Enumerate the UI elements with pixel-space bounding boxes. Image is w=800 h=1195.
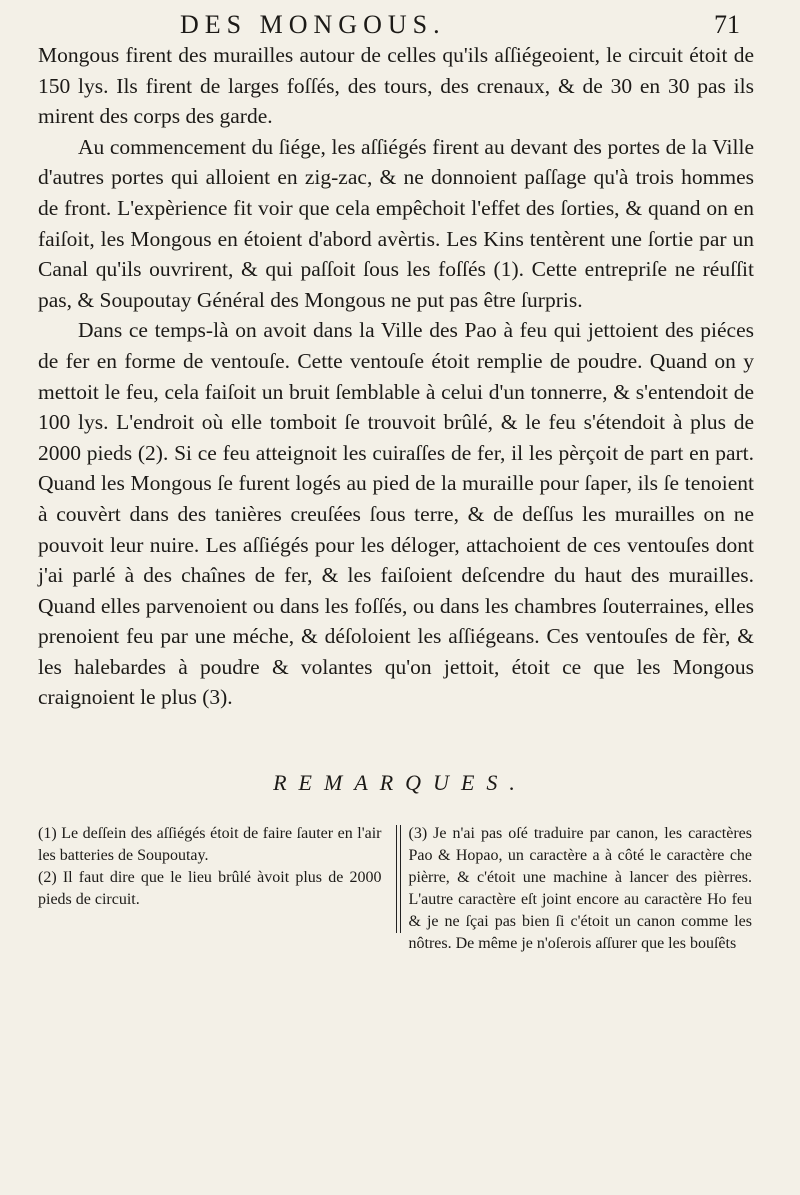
footnote-1: (1) Le deſſein des aſſiégés étoit de faire ſauter en l'air les batteries de Soupoutay. [38, 825, 382, 864]
footnote-3: (3) Je n'ai pas oſé traduire par canon, les caractères Pao & Hopao, un caractère a à côté le caractère che pièrre, & c'étoit une machine à lancer des pièrres. L'autre caractère eſt joint encore au caractère Ho feu & je ne ſçai pas bien ſi c'étoit un canon comme les nôtres. De même je n'oſerois aſſurer que les bouſêts [408, 825, 753, 952]
footnotes [38, 823, 752, 955]
footnote-2: (2) Il faut dire que le lieu brûlé àvoit plus de 2000 pieds de circuit. [38, 869, 382, 908]
running-head [180, 10, 740, 40]
paragraph-3: Dans ce temps-là on avoit dans la Ville des Pao à feu qui jettoient des piéces de fer en forme de ventouſe. Cette ventouſe étoit remplie de poudre. Quand on y mettoit le feu, cela faiſoit un bruit ſemblable à celui d'un tonnerre, & s'entendoit de 100 lys. L'endroit où elle tomboit ſe trouvoit brûlé, & le feu s'étendoit à plus de 2000 pieds (2). Si ce feu atteignoit les cuiraſſes de fer, il les pèrçoit de part en part. Quand les Mongous ſe furent logés au pied de la muraille pour ſaper, ils ſe tenoient à couvèrt dans des tanières creuſées ſous terre, & de deſſus les murailles on ne pouvoit leur nuire. Les aſſiégés pour les déloger, attachoient de ces ventouſes dont j'ai parlé à des chaînes de fer, & les faiſoient deſcendre du haut des murailles. Quand elles parvenoient ou dans les foſſés, ou dans les chambres ſouterraines, elles prenoient feu par une méche, & déſoloient les aſſiégeans. Ces ventouſes de fèr, & les halebardes à poudre & volantes qu'on jettoit, étoit ce que les Mongous craignoient le plus (3). [38, 318, 754, 710]
footnotes-left-column [38, 823, 390, 955]
remarks-heading: REMARQUES. [273, 770, 527, 795]
running-title: DES MONGOUS. [180, 10, 446, 39]
paragraph-1: Mongous firent des murailles autour de celles qu'ils aſſiégeoient, le circuit étoit de 150 lys. Ils firent de larges foſſés, des tours, des crenaux, & de 30 en 30 pas ils mirent des corps des garde. [38, 43, 754, 129]
column-divider [396, 825, 401, 933]
paragraph-2: Au commencement du ſiége, les aſſiégés firent au devant des portes de la Ville d'autres portes qui alloient en zig-zac, & ne donnoient paſſage qu'à trois hommes de front. L'expèrience fit voir que cela empêchoit l'effet des ſorties, & quand on en faiſoit, les Mongous en étoient d'abord avèrtis. Les Kins tentèrent une ſortie par un Canal qu'ils ouvrirent, & qui paſſoit ſous les foſſés (1). Cette entrepriſe ne réuſſit pas, & Soupoutay Général des Mongous ne put pas être ſurpris. [38, 134, 754, 312]
page-number: 71 [714, 10, 740, 39]
footnotes-right-column [409, 823, 753, 955]
main-text [38, 40, 754, 713]
